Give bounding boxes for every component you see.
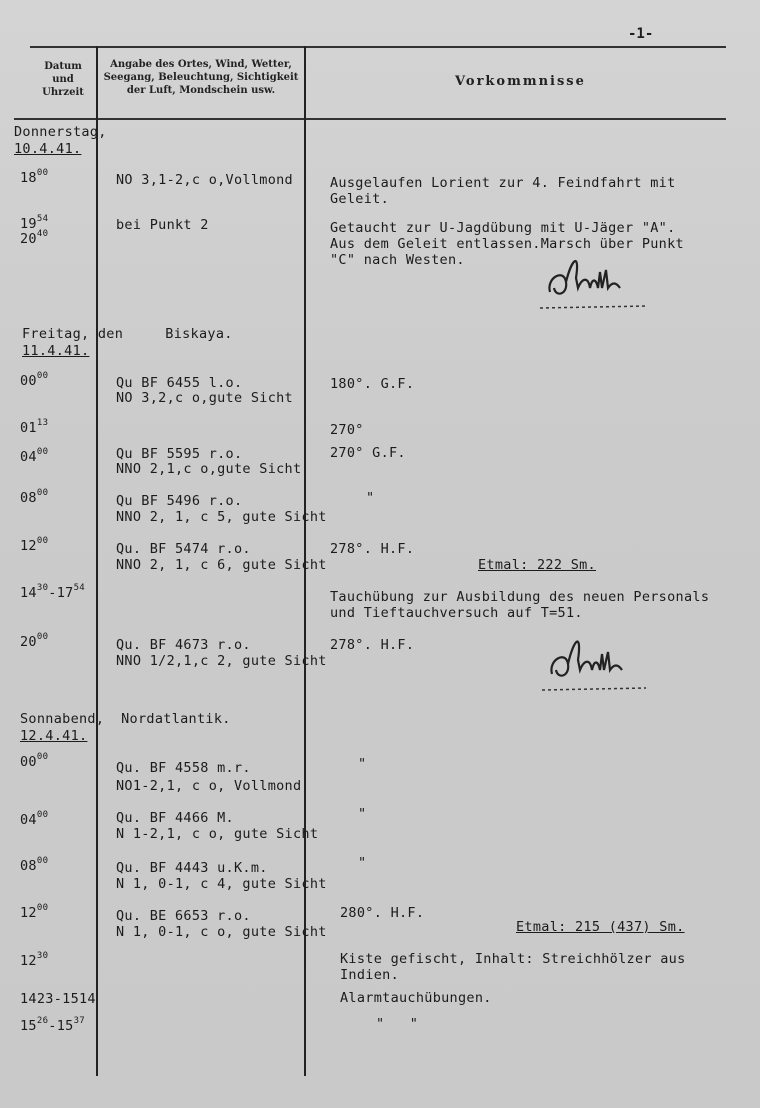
- entry-location: Qu. BF 4558 m.r.: [116, 760, 251, 776]
- entry-time: $00^{00}$: [20, 371, 49, 389]
- header-top-rule: [30, 46, 726, 48]
- entry-event: "C" nach Westen.: [330, 252, 465, 268]
- ditto-mark: ": [358, 855, 367, 871]
- commander-signature: [536, 248, 656, 314]
- header-col-datum: Datum und Uhrzeit: [42, 61, 84, 98]
- entry-time: $08^{00}$: [20, 856, 49, 874]
- entry-time: $01^{13}$: [20, 418, 49, 436]
- commander-signature: [538, 626, 654, 696]
- day-date: 11.4.41.: [22, 343, 90, 359]
- entry-time: $04^{00}$: [20, 447, 49, 465]
- entry-time: $08^{00}$: [20, 488, 49, 506]
- entry-location: Qu. BE 6653 r.o.: [116, 908, 251, 924]
- entry-time: $12^{30}$: [20, 951, 49, 969]
- entry-time: 1423-1514: [20, 991, 96, 1007]
- etmal-label: Etmal: 215 (437) Sm.: [516, 919, 685, 935]
- entry-time: $04^{00}$: [20, 810, 49, 828]
- entry-location: NO 3,2,c o,gute Sicht: [116, 390, 293, 406]
- entry-location: NO 3,1-2,c o,Vollmond: [116, 172, 293, 188]
- entry-location: Qu. BF 5474 r.o.: [116, 541, 251, 557]
- header-col-ort: Angabe des Ortes, Wind, Wetter, Seegang, Beleuchtung, Sichtigkeit der Luft, Mondschein usw.: [103, 59, 299, 96]
- day-name: Freitag, den Biskaya.: [22, 326, 233, 342]
- entry-time: $12^{00}$: [20, 536, 49, 554]
- entry-location: Qu. BF 4673 r.o.: [116, 637, 251, 653]
- column-divider-1: [96, 46, 98, 1076]
- ditto-mark: " ": [376, 1016, 419, 1032]
- entry-event: Getaucht zur U-Jagdübung mit U-Jäger "A".: [330, 220, 676, 236]
- entry-event: 180°. G.F.: [330, 376, 415, 392]
- entry-time: $14^{30}-17^{54}$: [20, 583, 86, 601]
- entry-location: Qu BF 6455 l.o.: [116, 375, 243, 391]
- header-bottom-rule: [14, 118, 726, 120]
- header-col-vorkommnisse: Vorkommnisse: [455, 74, 586, 89]
- entry-event: 278°. H.F.: [330, 637, 415, 653]
- day-date: 12.4.41.: [20, 728, 88, 744]
- ditto-mark: ": [358, 756, 367, 772]
- entry-time: $00^{00}$: [20, 752, 49, 770]
- page-number: -1-: [628, 26, 654, 42]
- entry-location: Qu. BF 4443 u.K.m.: [116, 860, 268, 876]
- entry-location: NNO 2, 1, c 6, gute Sicht: [116, 557, 327, 573]
- entry-event: Alarmtauchübungen.: [340, 990, 492, 1006]
- entry-location: NO1-2,1, c o, Vollmond: [116, 778, 302, 794]
- entry-event: 278°. H.F.: [330, 541, 415, 557]
- day-name: Donnerstag,: [14, 124, 107, 140]
- entry-event: Tauchübung zur Ausbildung des neuen Personals: [330, 589, 710, 605]
- entry-event: Geleit.: [330, 191, 389, 207]
- entry-time: $18^{00}$: [20, 168, 49, 186]
- entry-location: Qu. BF 4466 M.: [116, 810, 234, 826]
- ditto-mark: ": [358, 806, 367, 822]
- entry-location: NNO 1/2,1,c 2, gute Sicht: [116, 653, 327, 669]
- entry-location: N 1, 0-1, c 4, gute Sicht: [116, 876, 327, 892]
- entry-location: NNO 2, 1, c 5, gute Sicht: [116, 509, 327, 525]
- ditto-mark: ": [366, 490, 375, 506]
- entry-event: und Tieftauchversuch auf T=51.: [330, 605, 583, 621]
- entry-location: Qu BF 5595 r.o.: [116, 446, 243, 462]
- entry-event: 270°: [330, 422, 364, 438]
- entry-time: $19^{54}$: [20, 214, 49, 232]
- entry-location: N 1, 0-1, c o, gute Sicht: [116, 924, 327, 940]
- entry-event: Ausgelaufen Lorient zur 4. Feindfahrt mit: [330, 175, 676, 191]
- entry-event: 280°. H.F.: [340, 905, 425, 921]
- entry-location: bei Punkt 2: [116, 217, 209, 233]
- entry-time: $15^{26}-15^{37}$: [20, 1016, 86, 1034]
- etmal-label: Etmal: 222 Sm.: [478, 557, 596, 573]
- entry-location: NNO 2,1,c o,gute Sicht: [116, 461, 302, 477]
- entry-location: N 1-2,1, c o, gute Sicht: [116, 826, 319, 842]
- day-name: Sonnabend, Nordatlantik.: [20, 711, 231, 727]
- entry-event: Kiste gefischt, Inhalt: Streichhölzer aus: [340, 951, 686, 967]
- day-date: 10.4.41.: [14, 141, 82, 157]
- entry-time: $20^{00}$: [20, 632, 49, 650]
- entry-time: $20^{40}$: [20, 229, 49, 247]
- entry-location: Qu BF 5496 r.o.: [116, 493, 243, 509]
- entry-event: 270° G.F.: [330, 445, 406, 461]
- entry-event: Indien.: [340, 967, 399, 983]
- entry-event: Aus dem Geleit entlassen.Marsch über Punkt: [330, 236, 684, 252]
- entry-time: $12^{00}$: [20, 903, 49, 921]
